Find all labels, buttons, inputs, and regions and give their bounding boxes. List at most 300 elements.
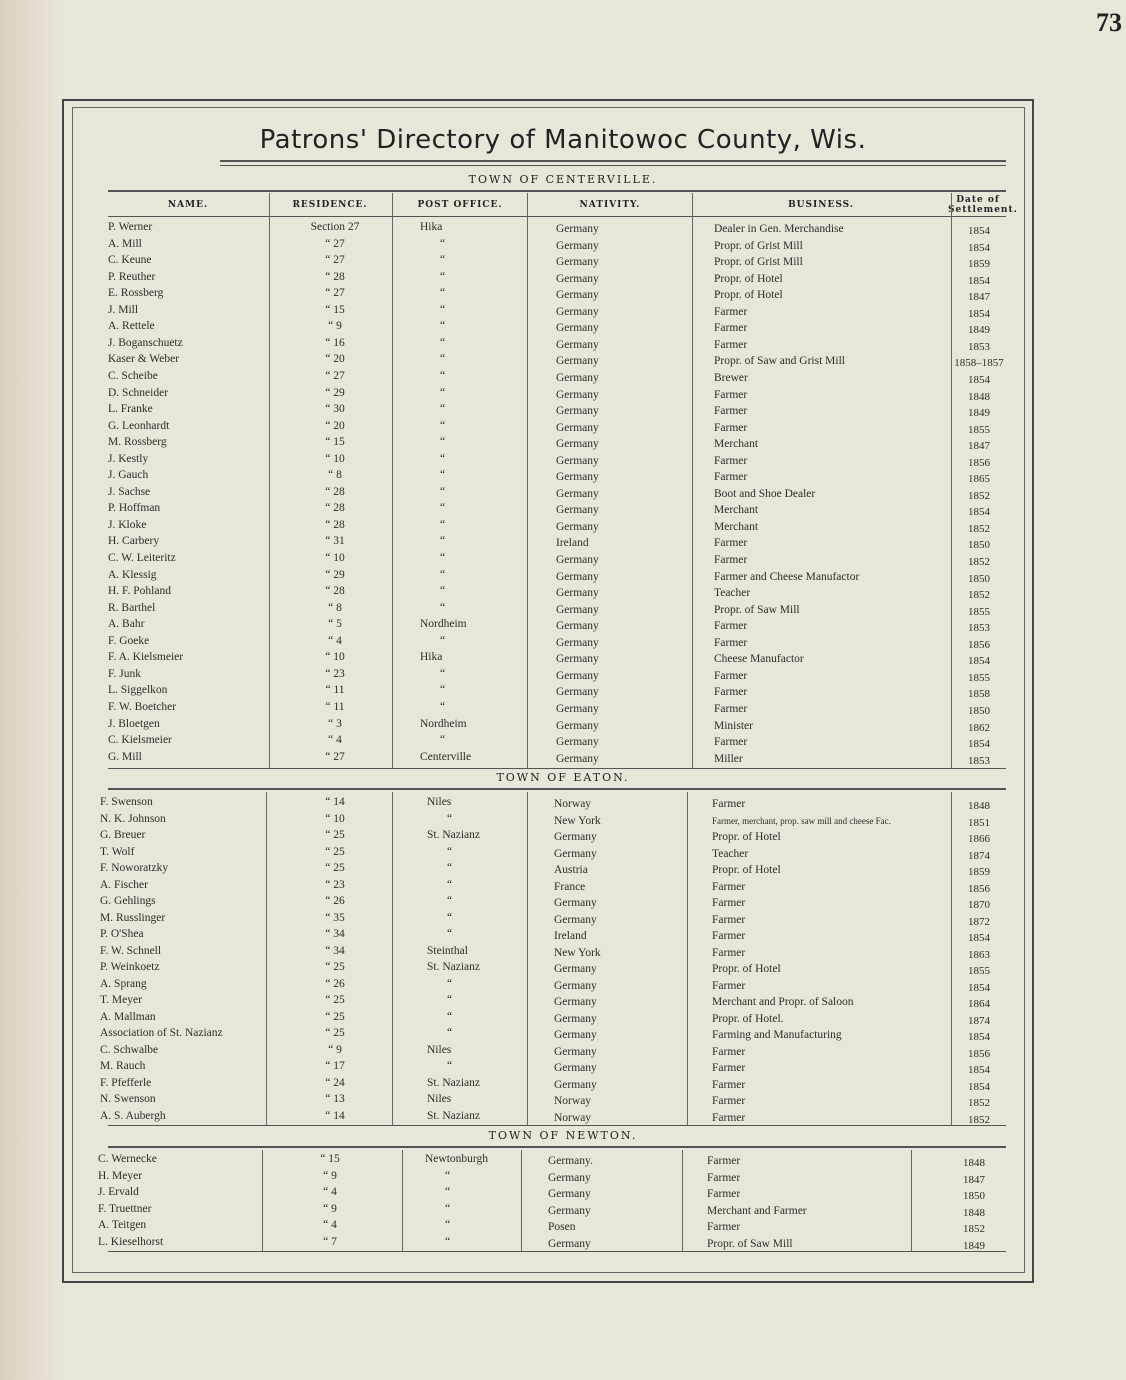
entry-post-office: “: [440, 237, 446, 250]
entry-nativity: Germany: [556, 405, 599, 418]
entry-post-office: “: [440, 287, 446, 300]
entry-date: 1864: [968, 998, 990, 1010]
entry-nativity: Ireland: [554, 930, 587, 942]
entry-residence: “ 15: [325, 303, 345, 316]
entry-nativity: Germany: [554, 979, 597, 992]
entry-business: Merchant: [714, 438, 759, 451]
entry-date: 1863: [968, 948, 990, 961]
entry-post-office: Hika: [420, 221, 443, 233]
entry-nativity: Germany: [554, 963, 597, 975]
column-header-date: Date of Settlement.: [948, 195, 1018, 215]
entry-residence: “ 25: [325, 1010, 345, 1023]
entry-post-office: “: [440, 502, 446, 515]
section-title: TOWN OF EATON.: [496, 771, 630, 784]
entry-nativity: Germany: [548, 1171, 591, 1184]
section-rule: [108, 190, 1006, 192]
entry-date: 1849: [963, 1240, 985, 1252]
entry-name: A. Klessig: [108, 568, 157, 581]
entry-name: A. S. Aubergh: [100, 1109, 166, 1122]
entry-business: Farmer: [714, 669, 748, 682]
column-divider: [392, 193, 393, 768]
entry-residence: “ 7: [323, 1236, 337, 1248]
entry-business: Farmer: [707, 1221, 741, 1234]
entry-post-office: “: [445, 1169, 451, 1182]
entry-post-office: “: [447, 1060, 453, 1072]
entry-post-office: “: [447, 895, 453, 907]
entry-residence: “ 28: [325, 502, 345, 515]
entry-nativity: Germany: [554, 996, 597, 1008]
entry-name: D. Schneider: [108, 386, 169, 399]
section-rule: [108, 1146, 1006, 1148]
entry-date: 1852: [968, 556, 990, 568]
entry-nativity: Germany: [556, 322, 599, 335]
entry-date: 1855: [968, 605, 990, 618]
entry-business: Farmer: [712, 1062, 746, 1074]
entry-date: 1852: [968, 489, 990, 502]
entry-residence: “ 9: [328, 320, 342, 333]
entry-name: R. Barthel: [108, 601, 156, 614]
entry-post-office: “: [447, 845, 453, 858]
column-divider: [527, 193, 528, 768]
entry-post-office: St. Nazianz: [427, 1076, 481, 1089]
entry-name: E. Rossberg: [108, 287, 164, 300]
entry-nativity: Germany: [556, 388, 599, 401]
entry-residence: “ 29: [325, 568, 345, 581]
section-bottom-rule: [108, 768, 1006, 769]
page-gutter-shade: [0, 0, 60, 1380]
entry-post-office: “: [447, 878, 453, 891]
entry-business: Teacher: [712, 847, 749, 860]
entry-name: F. Truettner: [98, 1202, 152, 1215]
entry-residence: “ 28: [325, 585, 345, 598]
entry-nativity: Germany: [556, 355, 599, 368]
entry-business: Farmer: [714, 537, 748, 550]
entry-date: 1850: [968, 539, 990, 552]
entry-nativity: Germany: [556, 272, 599, 285]
entry-post-office: “: [447, 977, 453, 990]
entry-date: 1874: [968, 849, 990, 862]
entry-business: Farmer: [714, 471, 748, 484]
entry-business: Merchant and Propr. of Saloon: [712, 996, 854, 1008]
entry-date: 1853: [968, 622, 990, 635]
entry-residence: “ 4: [328, 734, 342, 747]
entry-nativity: Germany: [556, 686, 599, 699]
entry-name: F. Swenson: [100, 796, 153, 808]
entry-business: Farmer: [712, 897, 746, 909]
entry-residence: “ 26: [325, 895, 345, 907]
entry-post-office: “: [447, 1010, 453, 1023]
entry-residence: “ 28: [325, 485, 345, 498]
page-number: 73: [1096, 8, 1122, 37]
entry-nativity: Germany: [556, 471, 599, 484]
column-divider: [269, 193, 270, 768]
page-frame-inner: [72, 107, 1025, 1273]
entry-name: G. Breuer: [100, 829, 146, 841]
entry-date: 1852: [963, 1223, 985, 1236]
entry-residence: “ 27: [325, 369, 345, 382]
entry-residence: “ 4: [323, 1186, 337, 1199]
entry-nativity: Germany: [556, 702, 599, 715]
entry-nativity: Austria: [554, 864, 588, 876]
entry-nativity: Norway: [554, 1095, 592, 1107]
entry-post-office: Nordheim: [420, 618, 467, 631]
column-divider: [692, 193, 693, 768]
entry-date: 1853: [968, 340, 990, 353]
entry-nativity: Germany: [556, 653, 599, 666]
entry-residence: “ 34: [325, 944, 345, 957]
entry-business: Farmer: [712, 798, 746, 810]
entry-residence: “ 11: [325, 700, 345, 713]
entry-nativity: Germany: [556, 520, 599, 533]
entry-name: P. O'Shea: [100, 928, 144, 940]
entry-name: L. Franke: [108, 403, 153, 416]
entry-date: 1854: [968, 506, 990, 519]
column-divider: [687, 792, 688, 1125]
entry-business: Farmer and Cheese Manufactor: [714, 570, 860, 583]
entry-business: Farmer: [714, 305, 748, 318]
entry-business: Farmer: [714, 686, 748, 699]
entry-residence: “ 10: [325, 552, 345, 564]
entry-post-office: “: [440, 601, 446, 614]
entry-name: Kaser & Weber: [108, 353, 180, 366]
entry-name: T. Wolf: [100, 845, 135, 858]
title-rule-thin: [220, 165, 1006, 166]
entry-nativity: Germany: [554, 847, 597, 860]
entry-name: M. Rauch: [100, 1060, 146, 1072]
entry-post-office: “: [440, 684, 446, 697]
entry-business: Teacher: [714, 587, 751, 600]
entry-business: Brewer: [714, 371, 748, 384]
entry-post-office: “: [440, 254, 446, 267]
entry-business: Farming and Manufacturing: [712, 1029, 842, 1041]
entry-date: 1856: [968, 456, 990, 469]
entry-post-office: Nordheim: [420, 717, 467, 730]
entry-nativity: Germany: [554, 1078, 597, 1091]
entry-residence: “ 10: [325, 812, 345, 825]
entry-date: 1852: [968, 1097, 990, 1109]
entry-residence: “ 14: [325, 796, 345, 808]
entry-post-office: “: [440, 369, 446, 382]
entry-business: Propr. of Saw and Grist Mill: [714, 355, 845, 368]
entry-business: Farmer: [714, 421, 748, 434]
entry-business: Merchant: [714, 504, 759, 517]
entry-post-office: “: [440, 452, 446, 465]
entry-post-office: “: [447, 812, 453, 825]
entry-nativity: Ireland: [556, 537, 589, 550]
entry-name: C. Kielsmeier: [108, 734, 172, 747]
entry-nativity: Germany: [556, 719, 599, 732]
entry-post-office: “: [445, 1186, 451, 1199]
entry-residence: “ 9: [323, 1202, 337, 1215]
column-divider: [266, 792, 267, 1125]
entry-post-office: Hika: [420, 651, 443, 664]
entry-nativity: Germany: [556, 338, 599, 351]
entry-name: L. Kieselhorst: [98, 1236, 164, 1248]
entry-name: J. Kloke: [108, 518, 147, 531]
entry-name: M. Rossberg: [108, 436, 167, 449]
entry-business: Farmer: [707, 1171, 741, 1184]
entry-name: C. Scheibe: [108, 369, 158, 382]
entry-residence: “ 10: [325, 651, 345, 664]
entry-post-office: “: [447, 911, 453, 924]
entry-name: F. Junk: [108, 667, 141, 680]
entry-nativity: Germany: [556, 669, 599, 682]
entry-nativity: France: [554, 880, 586, 893]
entry-post-office: “: [440, 485, 446, 498]
entry-residence: “ 20: [325, 353, 345, 366]
entry-business: Farmer: [714, 620, 748, 633]
entry-residence: “ 25: [325, 1027, 345, 1039]
entry-business: Farmer: [712, 930, 746, 942]
entry-name: H. F. Pohland: [108, 585, 171, 598]
entry-residence: “ 25: [325, 862, 345, 874]
entry-post-office: “: [440, 700, 446, 713]
entry-nativity: Germany: [556, 554, 599, 566]
entry-date: 1866: [968, 833, 990, 845]
entry-business: Farmer: [712, 1095, 746, 1107]
title-rule: [220, 160, 1006, 162]
column-divider: [682, 1150, 683, 1251]
entry-date: 1854: [968, 932, 990, 944]
entry-residence: “ 27: [325, 254, 345, 267]
entry-name: A. Rettele: [108, 320, 155, 333]
entry-post-office: “: [440, 353, 446, 366]
entry-business: Boot and Shoe Dealer: [714, 487, 816, 500]
entry-residence: “ 24: [325, 1076, 345, 1089]
entry-residence: “ 28: [325, 270, 345, 283]
entry-date: 1874: [968, 1014, 990, 1027]
entry-residence: “ 5: [328, 618, 342, 631]
entry-residence: “ 4: [323, 1219, 337, 1232]
entry-date: 1851: [968, 816, 990, 829]
entry-post-office: “: [447, 1027, 453, 1039]
entry-business: Farmer: [707, 1188, 741, 1201]
entry-date: 1852: [968, 522, 990, 535]
entry-date: 1849: [968, 407, 990, 420]
entry-name: T. Meyer: [100, 994, 142, 1006]
entry-post-office: St. Nazianz: [427, 829, 481, 841]
entry-business: Cheese Manufactor: [714, 653, 804, 666]
entry-business: Propr. of Hotel: [714, 272, 783, 285]
entry-nativity: Germany: [556, 636, 599, 649]
entry-business: Farmer: [707, 1155, 741, 1167]
entry-date: 1872: [968, 915, 990, 928]
entry-name: J. Sachse: [108, 485, 151, 498]
entry-post-office: “: [440, 469, 446, 482]
entry-name: H. Carbery: [108, 535, 160, 548]
entry-nativity: Germany: [556, 421, 599, 434]
column-divider: [911, 1150, 912, 1251]
entry-business: Propr. of Grist Mill: [714, 256, 803, 269]
entry-nativity: Germany: [548, 1188, 591, 1201]
entry-post-office: “: [447, 994, 453, 1006]
entry-date: 1854: [968, 981, 990, 994]
entry-post-office: “: [447, 928, 453, 940]
entry-name: F. Pfefferle: [100, 1076, 152, 1089]
entry-date: 1850: [963, 1190, 985, 1203]
entry-date: 1847: [963, 1173, 985, 1186]
entry-residence: “ 14: [325, 1109, 345, 1122]
entry-date: 1855: [968, 965, 990, 977]
entry-nativity: Germany: [554, 831, 597, 843]
entry-residence: “ 11: [325, 684, 345, 697]
entry-business: Propr. of Hotel.: [712, 1012, 784, 1025]
entry-residence: “ 27: [325, 750, 345, 763]
entry-name: J. Kestly: [108, 452, 149, 465]
entry-post-office: St. Nazianz: [427, 961, 481, 973]
entry-name: A. Teitgen: [98, 1219, 147, 1232]
entry-residence: “ 15: [320, 1153, 340, 1165]
entry-name: C. Keune: [108, 254, 152, 267]
entry-post-office: “: [440, 403, 446, 416]
entry-name: G. Gehlings: [100, 895, 156, 907]
column-divider: [392, 792, 393, 1125]
entry-date: 1855: [968, 423, 990, 436]
entry-post-office: “: [440, 518, 446, 531]
entry-date: 1856: [968, 1047, 990, 1060]
entry-name: Association of St. Nazianz: [100, 1027, 223, 1039]
entry-date: 1854: [968, 1064, 990, 1076]
entry-residence: “ 34: [325, 928, 345, 940]
entry-residence: “ 15: [325, 436, 345, 449]
entry-residence: “ 25: [325, 961, 345, 973]
entry-date: 1859: [968, 866, 990, 878]
entry-date: 1856: [968, 882, 990, 895]
entry-nativity: Germany: [556, 752, 599, 765]
entry-business: Farmer: [714, 636, 748, 649]
entry-residence: “ 8: [328, 469, 342, 482]
entry-name: A. Mallman: [100, 1010, 156, 1023]
entry-post-office: “: [440, 386, 446, 399]
entry-post-office: “: [440, 320, 446, 333]
entry-residence: “ 13: [325, 1093, 345, 1105]
entry-name: J. Bloetgen: [108, 717, 160, 730]
entry-nativity: Germany: [556, 487, 599, 500]
entry-residence: “ 3: [328, 717, 342, 730]
entry-name: J. Ervald: [98, 1186, 139, 1199]
entry-date: 1852: [968, 589, 990, 602]
column-header-residence: RESIDENCE.: [292, 200, 368, 210]
entry-name: A. Mill: [108, 237, 142, 250]
entry-nativity: New York: [554, 946, 601, 959]
entry-residence: “ 27: [325, 287, 345, 300]
entry-post-office: “: [440, 270, 446, 283]
entry-name: J. Mill: [108, 303, 139, 316]
entry-nativity: Germany: [554, 1045, 597, 1058]
entry-nativity: Germany: [554, 897, 597, 909]
entry-nativity: Germany: [556, 620, 599, 633]
entry-date: 1854: [968, 241, 990, 254]
entry-business: Farmer: [714, 736, 748, 749]
entry-business: Farmer: [714, 454, 748, 467]
entry-nativity: Germany: [556, 454, 599, 467]
entry-residence: “ 27: [325, 237, 345, 250]
entry-nativity: Germany: [556, 289, 599, 302]
entry-post-office: “: [447, 862, 453, 874]
column-header-name: NAME.: [167, 200, 209, 210]
column-divider: [262, 1150, 263, 1251]
entry-business: Farmer: [712, 946, 746, 959]
entry-date: 1862: [968, 721, 990, 734]
entry-residence: “ 16: [325, 336, 345, 349]
entry-post-office: “: [440, 436, 446, 449]
entry-name: F. Noworatzky: [100, 862, 169, 874]
entry-nativity: Norway: [554, 1111, 592, 1124]
entry-name: P. Werner: [108, 221, 153, 233]
entry-post-office: “: [440, 734, 446, 747]
entry-name: M. Russlinger: [100, 911, 166, 924]
entry-nativity: Germany: [554, 1062, 597, 1074]
entry-name: A. Bahr: [108, 618, 145, 631]
entry-residence: “ 25: [325, 845, 345, 858]
column-header-post-office: POST OFFICE.: [417, 200, 503, 210]
entry-name: P. Weinkoetz: [100, 961, 160, 973]
header-rule: [108, 216, 1006, 217]
entry-name: C. Wernecke: [98, 1153, 157, 1165]
entry-nativity: Germany: [556, 371, 599, 384]
entry-date: 1847: [968, 440, 990, 453]
entry-business: Propr. of Hotel: [712, 963, 781, 975]
entry-post-office: “: [445, 1236, 451, 1248]
page-title: Patrons' Directory of Manitowoc County, Wis.: [259, 125, 867, 155]
entry-post-office: “: [440, 535, 446, 548]
entry-nativity: Germany: [556, 570, 599, 583]
entry-date: 1848: [968, 800, 990, 812]
entry-date: 1870: [968, 899, 990, 911]
entry-business: Farmer: [714, 405, 748, 418]
entry-business: Farmer: [712, 913, 746, 926]
entry-nativity: Germany.: [548, 1155, 593, 1167]
column-header-nativity: NATIVITY.: [579, 200, 641, 210]
entry-name: P. Reuther: [108, 270, 156, 283]
entry-residence: “ 29: [325, 386, 345, 399]
entry-post-office: Centerville: [420, 750, 472, 763]
entry-name: J. Gauch: [108, 469, 149, 482]
entry-date: 1852: [968, 1113, 990, 1126]
entry-nativity: Germany: [556, 256, 599, 269]
entry-name: A. Fischer: [100, 878, 148, 891]
entry-residence: “ 23: [325, 878, 345, 891]
entry-business: Farmer: [712, 880, 746, 893]
entry-business: Miller: [714, 752, 743, 765]
entry-business: Farmer: [714, 322, 748, 335]
entry-date: 1854: [968, 373, 990, 386]
entry-post-office: Niles: [427, 1093, 452, 1105]
entry-nativity: Germany: [556, 438, 599, 451]
entry-nativity: Germany: [556, 587, 599, 600]
entry-nativity: Germany: [556, 223, 599, 235]
column-divider: [527, 792, 528, 1125]
entry-date: 1855: [968, 671, 990, 684]
entry-residence: “ 35: [325, 911, 345, 924]
entry-nativity: Germany: [556, 504, 599, 517]
section-rule: [108, 788, 1006, 790]
entry-name: J. Boganschuetz: [108, 336, 183, 349]
entry-nativity: Germany: [554, 1012, 597, 1025]
entry-business: Propr. of Hotel: [712, 864, 781, 876]
entry-post-office: St. Nazianz: [427, 1109, 481, 1122]
entry-nativity: Norway: [554, 798, 592, 810]
entry-date: 1848: [963, 1157, 985, 1169]
entry-date: 1854: [968, 1031, 990, 1043]
entry-residence: “ 10: [325, 452, 345, 465]
entry-date: 1853: [968, 754, 990, 767]
entry-date: 1854: [968, 307, 990, 320]
entry-residence: “ 28: [325, 518, 345, 531]
entry-post-office: “: [440, 419, 446, 432]
entry-name: C. W. Leiteritz: [108, 552, 176, 564]
column-divider: [402, 1150, 403, 1251]
